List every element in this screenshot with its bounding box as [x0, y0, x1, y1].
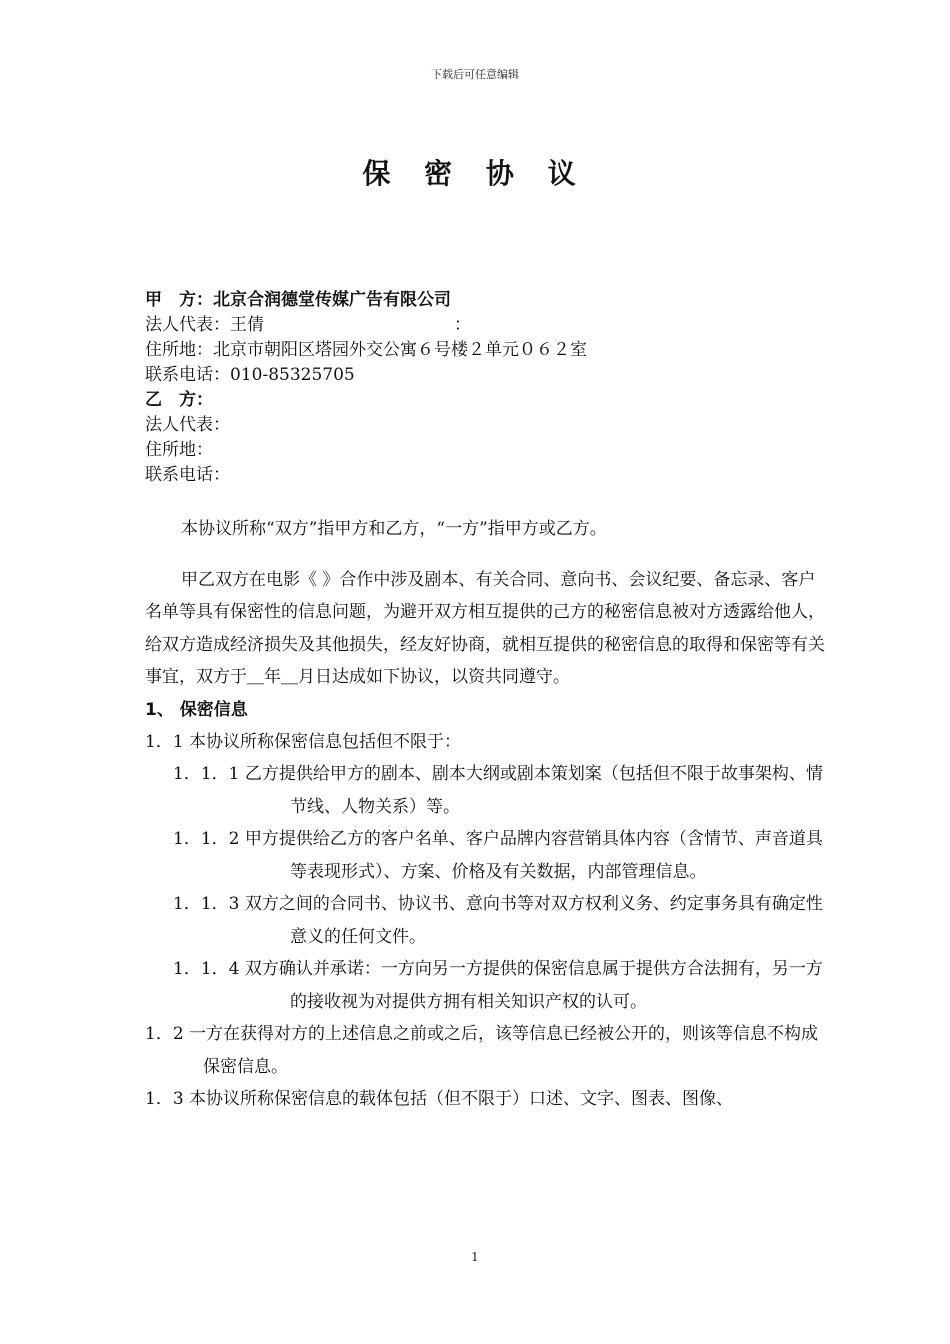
clause-1-1-2	[145, 823, 825, 888]
party-a-rep	[145, 313, 825, 338]
page-header: 下载后可任意编辑	[431, 68, 519, 81]
clause-1-2	[145, 1018, 825, 1083]
clause-1-1-4	[145, 953, 825, 1018]
party-a-address: 住所地：北京市朝阳区塔园外交公寓６号楼２单元０６２室	[145, 340, 587, 360]
clause-1-1-3	[145, 888, 825, 953]
clause-text: 甲方提供给乙方的客户名单、客户品牌内容营销具体内容（含情节、声音道具等表现形式）、方案、价格及有关数据，内部管理信息。	[244, 829, 823, 882]
party-b-address: 住所地：	[145, 440, 213, 460]
clause-number: 1．2	[145, 1024, 184, 1044]
clause-text: 乙方提供给甲方的剧本、剧本大纲或剧本策划案（包括但不限于故事架构、情节线、人物关系）等。	[244, 764, 823, 817]
clause-text: 双方之间的合同书、协议书、意向书等对双方权利义务、约定事务具有确定性意义的任何文件。	[244, 894, 823, 947]
definition-paragraph: 本协议所称“双方”指甲方和乙方，“一方”指甲方或乙方。	[181, 519, 607, 539]
spacer	[145, 546, 825, 564]
party-b-label: 乙 方：	[145, 390, 213, 410]
clause-number: 1．1．3	[173, 894, 240, 914]
party-b-phone: 联系电话：	[145, 465, 230, 485]
party-a-line	[145, 288, 825, 313]
clause-text: 一方在获得对方的上述信息之前或之后，该等信息已经被公开的，则该等信息不构成保密信息。	[189, 1024, 819, 1077]
party-b-rep: 法人代表：	[145, 415, 230, 435]
party-a-rep-colon: ：	[454, 315, 471, 335]
clause-1-1-1	[145, 758, 825, 823]
section-1-title: 1、 保密信息	[145, 699, 248, 720]
party-a-rep-text: 法人代表：王倩	[145, 315, 264, 335]
clause-number: 1．1．1	[173, 764, 240, 784]
clause-number: 1．1．4	[173, 959, 240, 979]
clause-text: 双方确认并承诺：一方向另一方提供的保密信息属于提供方合法拥有，另一方的接收视为对提供方拥有相关知识产权的认可。	[244, 959, 823, 1012]
clause-number: 1．1．2	[173, 829, 240, 849]
page-number: 1	[471, 1250, 479, 1264]
document-body	[145, 288, 825, 1116]
document-title: 保 密 协 议	[362, 157, 588, 190]
party-a-name: 北京合润德堂传媒广告有限公司	[213, 290, 451, 310]
clause-1-1: 1．1 本协议所称保密信息包括但不限于：	[145, 731, 462, 752]
clause-1-3: 1．3 本协议所称保密信息的载体包括（但不限于）口述、文字、图表、图像、	[145, 1089, 734, 1109]
spacer	[145, 488, 825, 513]
party-a-phone: 联系电话：010-85325705	[145, 365, 355, 385]
preamble-paragraph: 甲乙双方在电影《 》合作中涉及剧本、有关合同、意向书、会议纪要、备忘录、客户名单等具有保密性的信息问题，为避开双方相互提供的己方的秘密信息被对方透露给他人，给双方造成经济损失及其他损失，经友好协商，就相互提供的秘密信息的取得和保密等有关事宜，双方于＿年＿月日达成如下协议，以资共同遵守。	[145, 569, 825, 687]
party-a-label: 甲 方：	[145, 290, 213, 310]
